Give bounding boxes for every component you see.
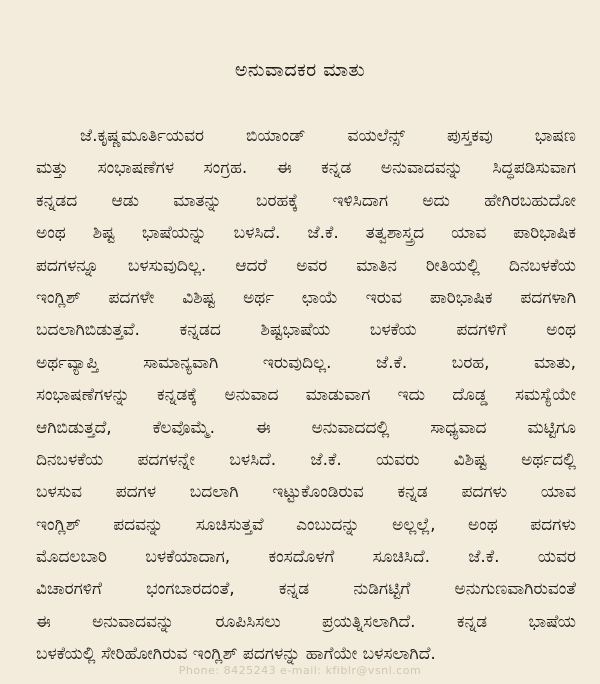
paragraph-line: ಬಳಕೆಯಲ್ಲಿ ಸೇರಿಹೋಗಿರುವ ಇಂಗ್ಲಿಶ್ ಪದಗಳನ್ನು ಹಾಗೆಯೇ ಬಳಸಲಾಗಿದೆ. (36, 644, 436, 665)
paragraph-line: ಮೊದಲಬಾರಿ ಬಳಕೆಯಾದಾಗ, ಕಂಸದೊಳಗೆ ಸೂಚಿಸಿದೆ. ಜೆ.ಕೆ. ಯವರ (36, 547, 576, 568)
paragraph-line: ಮತ್ತು ಸಂಭಾಷಣೆಗಳ ಸಂಗ್ರಹ. ಈ ಕನ್ನಡ ಅನುವಾದವನ್ನು ಸಿದ್ಧಪಡಿಸುವಾಗ (36, 158, 576, 179)
paragraph-line: ಅಂಥ ಶಿಷ್ಟ ಭಾಷೆಯನ್ನು ಬಳಸಿದೆ. ಜೆ.ಕೆ. ತತ್ವಶಾಸ್ತ್ರದ ಯಾವ ಪಾರಿಭಾಷಿಕ (36, 223, 576, 244)
paragraph-line: ಪದಗಳನ್ನೂ ಬಳಸುವುದಿಲ್ಲ. ಆದರೆ ಅವರ ಮಾತಿನ ರೀತಿಯಲ್ಲಿ ದಿನಬಳಕೆಯ (36, 255, 576, 276)
paragraph (36, 120, 576, 671)
paragraph-line: ಸಂಭಾಷಣೆಗಳನ್ನು ಕನ್ನಡಕ್ಕೆ ಅನುವಾದ ಮಾಡುವಾಗ ಇದು ದೊಡ್ಡ ಸಮಸ್ಯೆಯೇ (36, 385, 576, 406)
paragraph-line: ಇಂಗ್ಲಿಶ್ ಪದಗಳೇ ವಿಶಿಷ್ಟ ಅರ್ಥ ಛಾಯೆ ಇರುವ ಪಾರಿಭಾಷಿಕ ಪದಗಳಾಗಿ (36, 287, 576, 308)
paragraph-line: ಈ ಅನುವಾದವನ್ನು ರೂಪಿಸಿಸಲು ಪ್ರಯತ್ನಿಸಲಾಗಿದೆ. ಕನ್ನಡ ಭಾಷೆಯ (36, 611, 576, 632)
paragraph-line: ಆಗಿಬಿಡುತ್ತದೆ, ಕೆಲವೊಮ್ಮೆ. ಈ ಅನುವಾದದಲ್ಲಿ ಸಾಧ್ಯವಾದ ಮಟ್ಟಿಗೂ (36, 417, 576, 438)
footer-contact-watermark: Phone: 8425243 e-mail: kfiblr@vsnl.com (178, 664, 422, 677)
paragraph-line: ಜೆ.ಕೃಷ್ಣಮೂರ್ತಿಯವರ ಬಿಯಾಂಡ್ ವಯಲೆನ್ಸ್ ಪುಸ್ತಕವು ಭಾಷಣ (80, 126, 576, 146)
paragraph-line: ಕನ್ನಡದ ಆಡು ಮಾತನ್ನು ಬರಹಕ್ಕೆ ಇಳಿಸಿದಾಗ ಅದು ಹೇಗಿರಬಹುದೋ (36, 190, 576, 211)
paragraph-line: ವಿಚಾರಗಳಿಗೆ ಭಂಗಬಾರದಂತೆ, ಕನ್ನಡ ನುಡಿಗಟ್ಟಿಗೆ ಅನುಗುಣವಾಗಿರುವಂತೆ (36, 579, 576, 600)
paragraph-line: ದಿನಬಳಕೆಯ ಪದಗಳನ್ನೇ ಬಳಸಿದೆ. ಜೆ.ಕೆ. ಯವರು ವಿಶಿಷ್ಟ ಅರ್ಥದಲ್ಲಿ (36, 449, 576, 470)
page-title: ಅನುವಾದಕರ ಮಾತು (234, 59, 366, 81)
paragraph-line: ಇಂಗ್ಲಿಶ್ ಪದವನ್ನು ಸೂಚಿಸುತ್ತವೆ ಎಂಬುದನ್ನು ಅಲ್ಲಲ್ಲೆ, ಅಂಥ ಪದಗಳು (36, 514, 576, 535)
paragraph-line: ಬದಲಾಗಿಬಿಡುತ್ತವೆ. ಕನ್ನಡದ ಶಿಷ್ಟಭಾಷೆಯ ಬಳಕೆಯ ಪದಗಳಿಗೆ ಅಂಥ (36, 320, 576, 341)
paragraph-line: ಅರ್ಥವ್ಯಾಪ್ತಿ ಸಾಮಾನ್ಯವಾಗಿ ಇರುವುದಿಲ್ಲ. ಜೆ.ಕೆ. ಬರಹ, ಮಾತು, (36, 352, 576, 373)
paragraph-line: ಬಳಸುವ ಪದಗಳ ಬದಲಾಗಿ ಇಟ್ಟುಕೊಂಡಿರುವ ಕನ್ನಡ ಪದಗಳು ಯಾವ (36, 482, 576, 503)
